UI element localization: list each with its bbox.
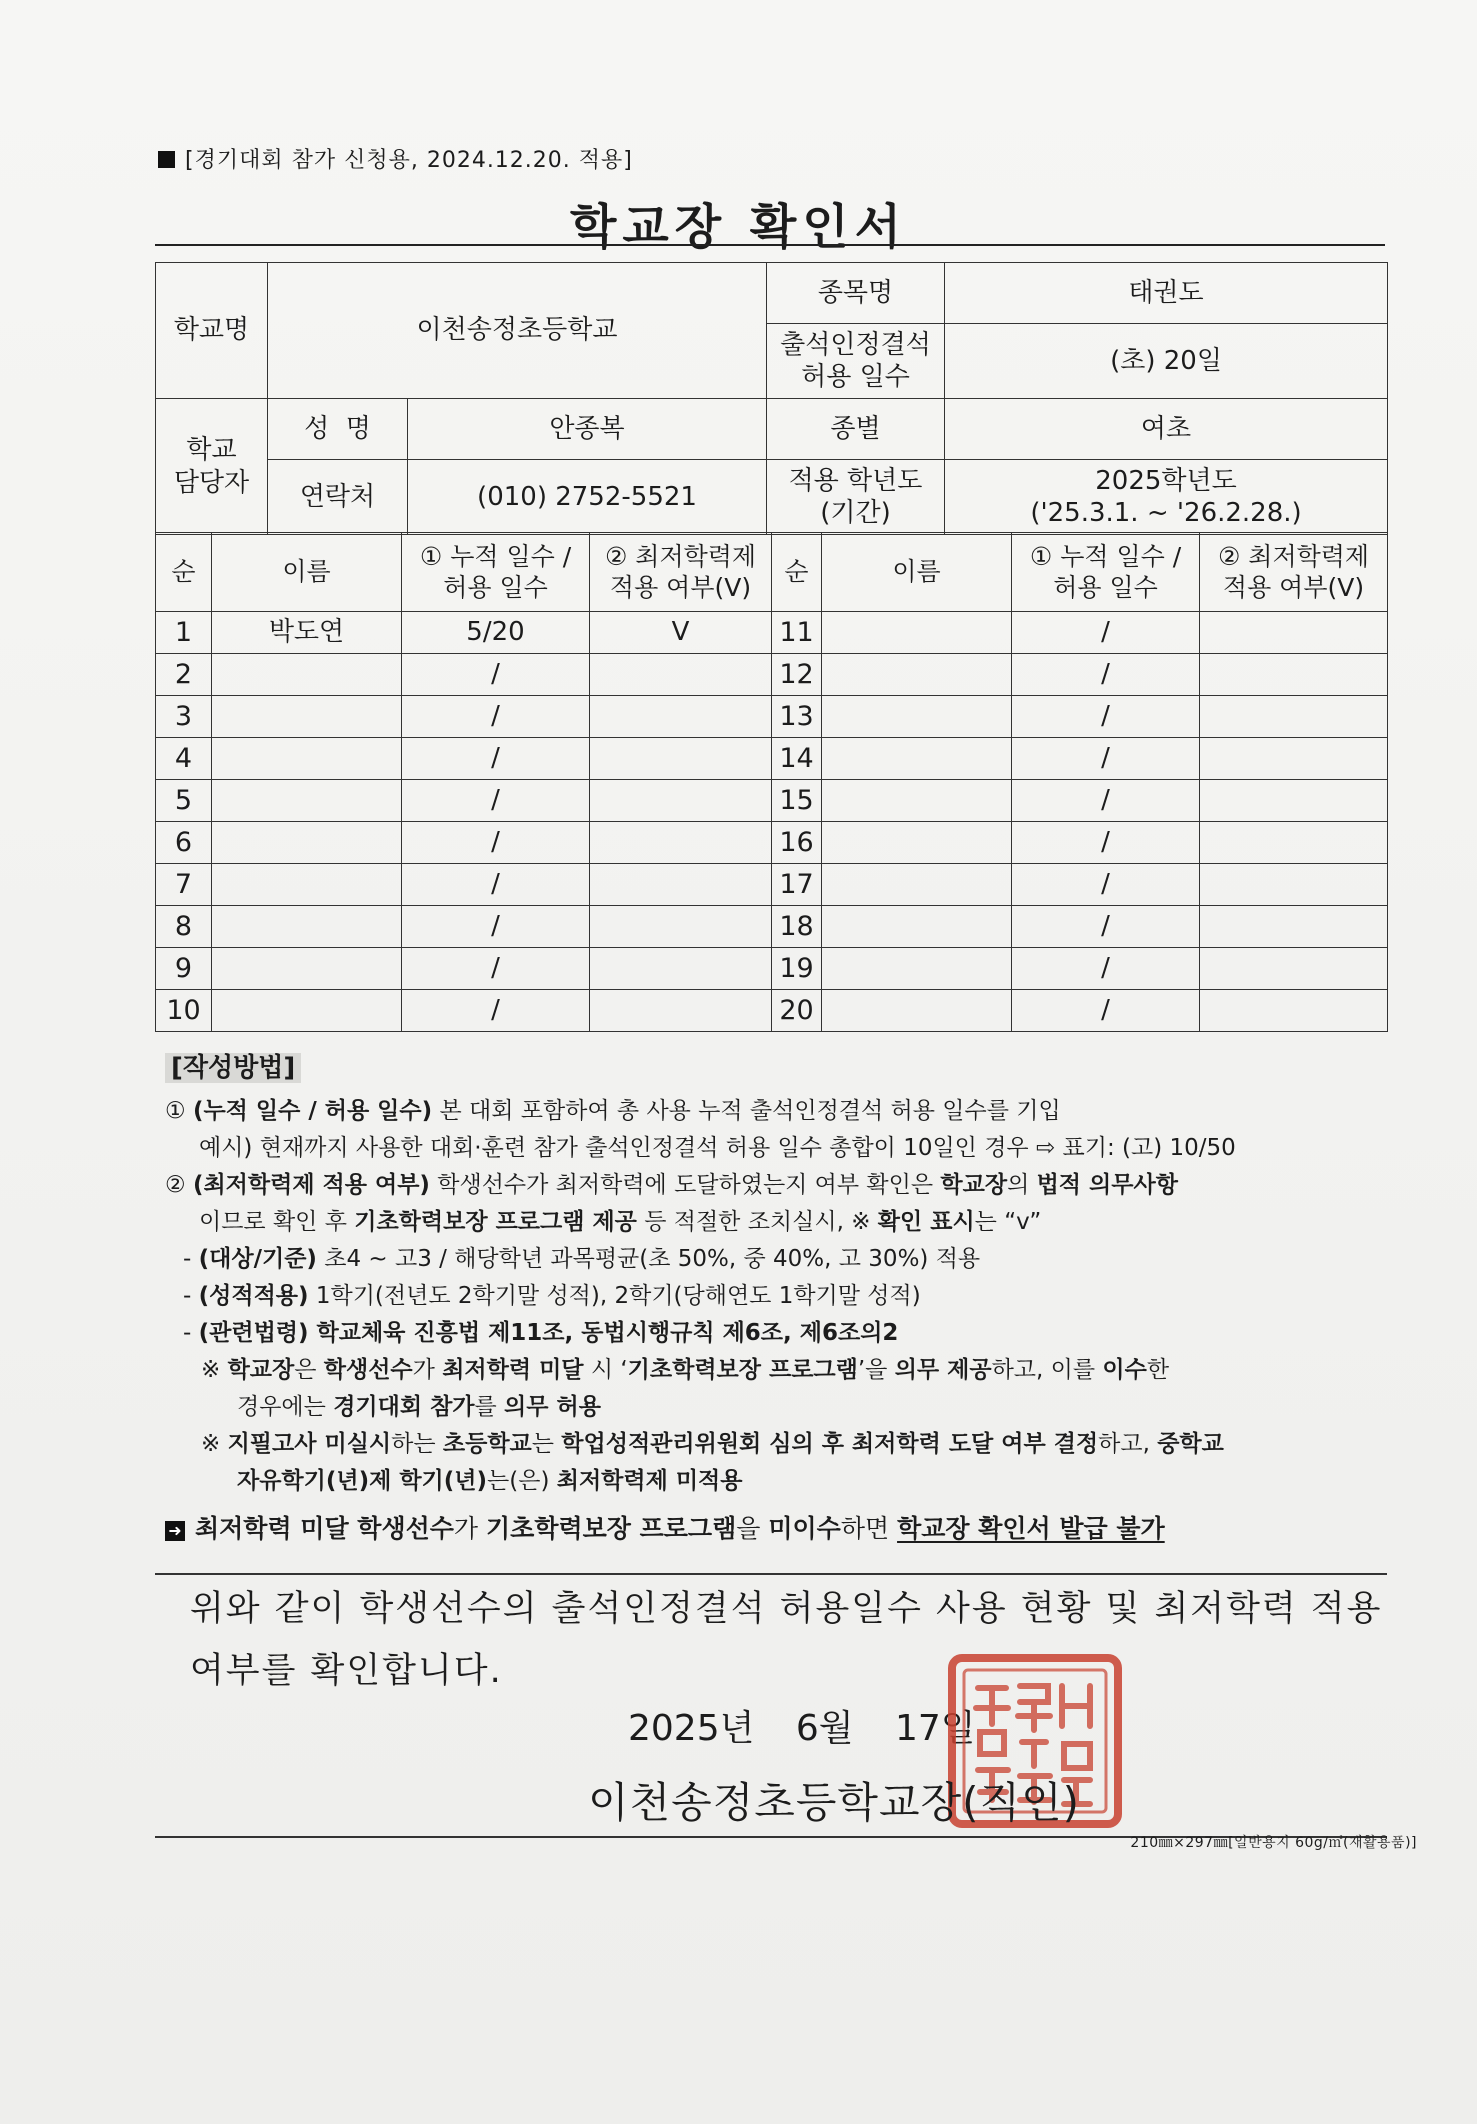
table-row bbox=[156, 990, 1388, 1032]
student-name bbox=[212, 780, 402, 822]
row-number: 11 bbox=[772, 612, 822, 654]
paper-spec: 210㎜×297㎜[일반용지 60g/㎡(재활용품)] bbox=[1130, 1835, 1417, 1851]
min-academic-check bbox=[1200, 612, 1388, 654]
days-used: / bbox=[402, 990, 590, 1032]
days-used: / bbox=[1012, 612, 1200, 654]
days-used: / bbox=[402, 948, 590, 990]
method-note-2-cont: 자유학기(년)제 학기(년)는(은) 최저학력제 미적용 bbox=[237, 1468, 743, 1494]
min-academic-check bbox=[590, 990, 772, 1032]
student-name bbox=[212, 696, 402, 738]
row-number: 17 bbox=[772, 864, 822, 906]
absence-label: 출석인정결석 허용 일수 bbox=[767, 324, 945, 399]
days-used: / bbox=[1012, 948, 1200, 990]
col-name-header: 이름 bbox=[822, 533, 1012, 612]
min-academic-check bbox=[1200, 654, 1388, 696]
attendance-table bbox=[155, 532, 1388, 1032]
row-number: 20 bbox=[772, 990, 822, 1032]
days-used: / bbox=[1012, 654, 1200, 696]
method-note-1: ※ 학교장은 학생선수가 최저학력 미달 시 ‘기초학력보장 프로그램’을 의무 제공하고, 이를 이수한 bbox=[201, 1357, 1170, 1383]
row-number: 14 bbox=[772, 738, 822, 780]
min-academic-check bbox=[1200, 738, 1388, 780]
table-row bbox=[156, 906, 1388, 948]
confirmation-text: 위와 같이 학생선수의 출석인정결석 허용일수 사용 현황 및 최저학력 적용 여부를 확인합니다. bbox=[190, 1589, 1383, 1691]
row-number: 6 bbox=[156, 822, 212, 864]
absence-value: (초) 20일 bbox=[945, 324, 1388, 399]
row-number: 13 bbox=[772, 696, 822, 738]
days-used: / bbox=[402, 654, 590, 696]
method-note-1-cont: 경우에는 경기대회 참가를 의무 허용 bbox=[237, 1394, 601, 1420]
student-name bbox=[822, 612, 1012, 654]
document-label: [경기대회 참가 신청용, 2024.12.20. 적용] bbox=[158, 143, 633, 174]
student-name bbox=[212, 654, 402, 696]
method-item-2: ② (최저학력제 적용 여부) 학생선수가 최저학력에 도달하였는지 여부 확인은 학교장의 법적 의무사항 bbox=[165, 1172, 1178, 1198]
type-label: 종별 bbox=[767, 399, 945, 460]
days-used: / bbox=[1012, 822, 1200, 864]
arrow-right-icon: ➜ bbox=[165, 1521, 185, 1541]
min-academic-check bbox=[1200, 696, 1388, 738]
year-value: 2025학년도 ('25.3.1. ~ '26.2.28.) bbox=[945, 460, 1388, 535]
signer-name: 이천송정초등학교장(직인) bbox=[588, 1778, 1081, 1827]
days-used: / bbox=[402, 696, 590, 738]
method-sub-target: - (대상/기준) 초4 ~ 고3 / 해당학년 과목평균(초 50%, 중 40%, 고 30%) 적용 bbox=[183, 1246, 981, 1272]
student-name bbox=[822, 696, 1012, 738]
table-row bbox=[156, 948, 1388, 990]
method-note-2: ※ 지필고사 미실시하는 초등학교는 학업성적관리위원회 심의 후 최저학력 도달 여부 결정하고, 중학교 bbox=[201, 1431, 1224, 1457]
table-row bbox=[156, 738, 1388, 780]
min-academic-check bbox=[1200, 822, 1388, 864]
min-academic-check bbox=[1200, 990, 1388, 1032]
min-academic-check bbox=[1200, 948, 1388, 990]
min-academic-check bbox=[590, 822, 772, 864]
table-row bbox=[156, 654, 1388, 696]
contact-value: (010) 2752-5521 bbox=[408, 460, 767, 535]
title-divider bbox=[155, 244, 1385, 246]
min-academic-check bbox=[1200, 780, 1388, 822]
days-used: / bbox=[1012, 738, 1200, 780]
table-row bbox=[156, 780, 1388, 822]
row-number: 7 bbox=[156, 864, 212, 906]
row-number: 16 bbox=[772, 822, 822, 864]
name-label: 성 명 bbox=[268, 399, 408, 460]
days-used: / bbox=[402, 738, 590, 780]
student-name bbox=[822, 864, 1012, 906]
days-used: 5/20 bbox=[402, 612, 590, 654]
row-number: 5 bbox=[156, 780, 212, 822]
days-used: / bbox=[402, 864, 590, 906]
min-academic-check: V bbox=[590, 612, 772, 654]
row-number: 9 bbox=[156, 948, 212, 990]
school-label: 학교명 bbox=[156, 263, 268, 399]
row-number: 4 bbox=[156, 738, 212, 780]
method-item-1: ① (누적 일수 / 허용 일수) 본 대회 포함하여 총 사용 누적 출석인정결석 허용 일수를 기입 bbox=[165, 1098, 1061, 1124]
col-no-header: 순 bbox=[156, 533, 212, 612]
method-sub-grades: - (성적적용) 1학기(전년도 2학기말 성적), 2학기(당해연도 1학기말 성적) bbox=[183, 1283, 921, 1309]
row-number: 2 bbox=[156, 654, 212, 696]
type-value: 여초 bbox=[945, 399, 1388, 460]
contact-label: 연락처 bbox=[268, 460, 408, 535]
table-row bbox=[156, 822, 1388, 864]
student-name bbox=[822, 948, 1012, 990]
student-name bbox=[822, 822, 1012, 864]
method-item-2-cont: 이므로 확인 후 기초학력보장 프로그램 제공 등 적절한 조치실시, ※ 확인 표시는 “v” bbox=[199, 1209, 1042, 1235]
col-min-header: ② 최저학력제 적용 여부(V) bbox=[590, 533, 772, 612]
days-used: / bbox=[1012, 780, 1200, 822]
row-number: 18 bbox=[772, 906, 822, 948]
min-academic-check bbox=[590, 780, 772, 822]
min-academic-check bbox=[590, 696, 772, 738]
attendance-body bbox=[156, 612, 1388, 1032]
days-used: / bbox=[402, 780, 590, 822]
method-final-warning: ➜ 최저학력 미달 학생선수가 기초학력보장 프로그램을 미이수하면 학교장 확인서 발급 불가 bbox=[165, 1510, 1415, 1547]
days-used: / bbox=[1012, 864, 1200, 906]
student-name bbox=[212, 948, 402, 990]
min-academic-check bbox=[590, 738, 772, 780]
school-info-table bbox=[155, 262, 1388, 535]
min-academic-check bbox=[590, 948, 772, 990]
manager-label: 학교 담당자 bbox=[156, 399, 268, 535]
issue-date: 2025년 6월 17일 bbox=[628, 1708, 976, 1749]
row-number: 12 bbox=[772, 654, 822, 696]
min-academic-check bbox=[590, 864, 772, 906]
student-name bbox=[822, 990, 1012, 1032]
sport-label: 종목명 bbox=[767, 263, 945, 324]
student-name bbox=[212, 738, 402, 780]
days-used: / bbox=[402, 906, 590, 948]
row-number: 3 bbox=[156, 696, 212, 738]
section-divider bbox=[155, 1573, 1387, 1575]
school-name: 이천송정초등학교 bbox=[268, 263, 767, 399]
student-name bbox=[212, 990, 402, 1032]
student-name bbox=[822, 906, 1012, 948]
student-name bbox=[822, 780, 1012, 822]
sport-value: 태권도 bbox=[945, 263, 1388, 324]
name-value: 안종복 bbox=[408, 399, 767, 460]
student-name bbox=[822, 738, 1012, 780]
table-row bbox=[156, 696, 1388, 738]
year-label: 적용 학년도 (기간) bbox=[767, 460, 945, 535]
col-days-header: ① 누적 일수 / 허용 일수 bbox=[1012, 533, 1200, 612]
table-row bbox=[156, 612, 1388, 654]
days-used: / bbox=[1012, 696, 1200, 738]
table-row bbox=[156, 864, 1388, 906]
student-name bbox=[212, 906, 402, 948]
row-number: 19 bbox=[772, 948, 822, 990]
student-name bbox=[212, 822, 402, 864]
row-number: 15 bbox=[772, 780, 822, 822]
row-number: 10 bbox=[156, 990, 212, 1032]
col-days-header: ① 누적 일수 / 허용 일수 bbox=[402, 533, 590, 612]
min-academic-check bbox=[1200, 906, 1388, 948]
col-min-header: ② 최저학력제 적용 여부(V) bbox=[1200, 533, 1388, 612]
square-bullet-icon bbox=[158, 151, 175, 168]
page-title: 학교장 확인서 bbox=[570, 199, 907, 255]
method-sub-law: - (관련법령) 학교체육 진흥법 제11조, 동법시행규칙 제6조, 제6조의2 bbox=[183, 1320, 899, 1346]
days-used: / bbox=[402, 822, 590, 864]
attendance-header-row bbox=[156, 533, 1388, 612]
writing-method bbox=[165, 1050, 1415, 1547]
row-number: 1 bbox=[156, 612, 212, 654]
student-name bbox=[212, 864, 402, 906]
student-name bbox=[822, 654, 1012, 696]
days-used: / bbox=[1012, 906, 1200, 948]
min-academic-check bbox=[1200, 864, 1388, 906]
method-heading: [작성방법] bbox=[165, 1050, 1415, 1087]
method-item-1-example: 예시) 현재까지 사용한 대회·훈련 참가 출석인정결석 허용 일수 총합이 10일인 경우 ⇨ 표기: (고) 10/50 bbox=[199, 1135, 1236, 1161]
student-name: 박도연 bbox=[212, 612, 402, 654]
min-academic-check bbox=[590, 906, 772, 948]
days-used: / bbox=[1012, 990, 1200, 1032]
col-no-header: 순 bbox=[772, 533, 822, 612]
min-academic-check bbox=[590, 654, 772, 696]
row-number: 8 bbox=[156, 906, 212, 948]
col-name-header: 이름 bbox=[212, 533, 402, 612]
